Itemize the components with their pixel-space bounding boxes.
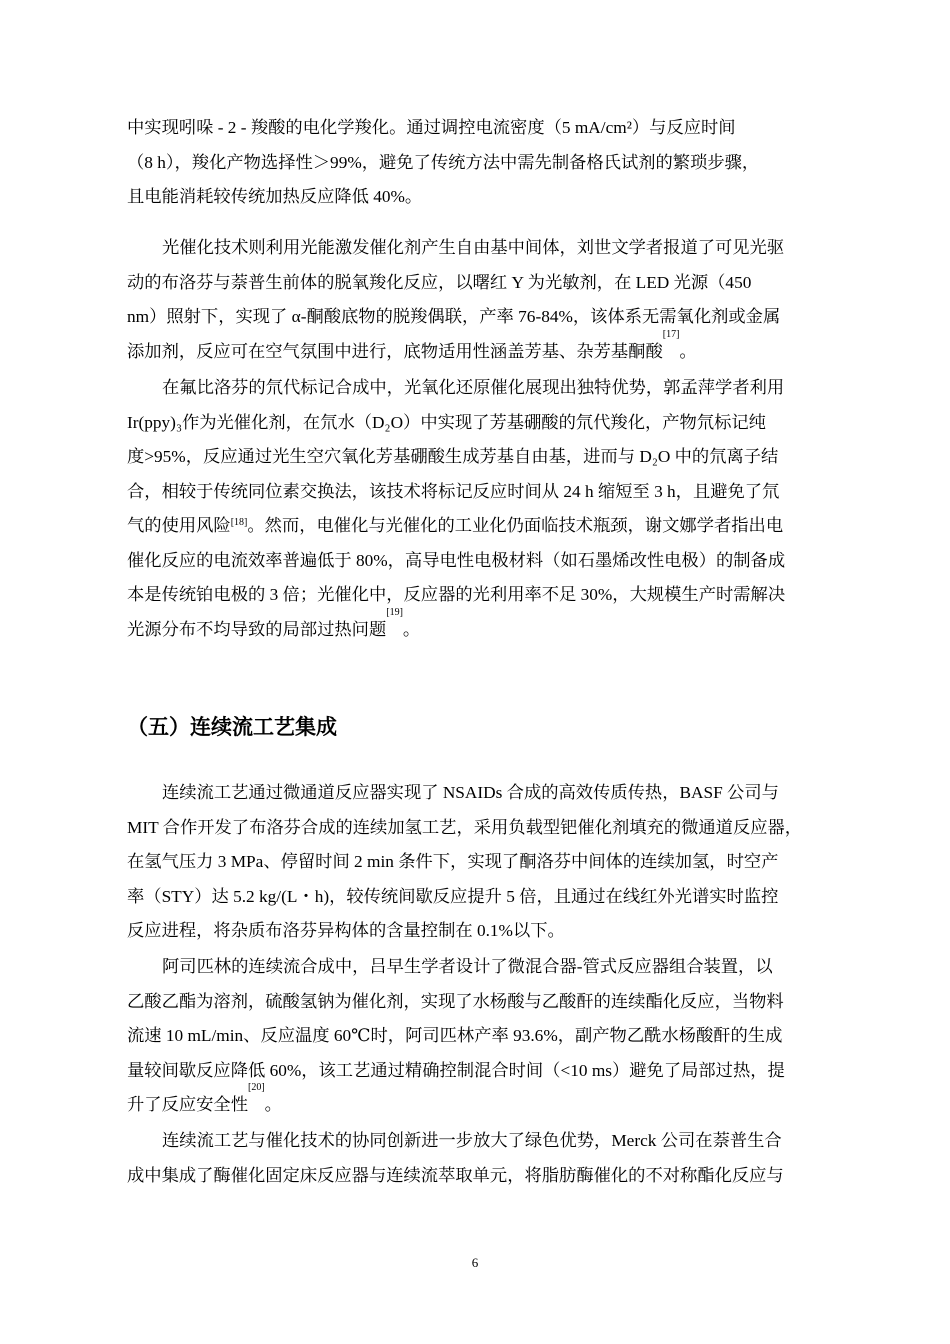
text-line-content: 连续流工艺与催化技术的协同创新进一步放大了绿色优势，Merck 公司在萘普生合	[162, 1131, 782, 1150]
text-line-content: 光源分布不均导致的局部过热问题	[127, 619, 387, 639]
page-number: 6	[471, 1255, 479, 1270]
text-punctuation: 。	[679, 341, 697, 361]
text-line	[127, 606, 860, 648]
text-line-content: 反应进程，将杂质布洛芬异构体的含量控制在 0.1%以下。	[127, 921, 565, 940]
text-line	[127, 776, 860, 811]
section-heading: （五）连续流工艺集成	[127, 715, 337, 739]
text-line-content: 本是传统铂电极的 3 倍；光催化中，反应器的光利用率不足 30%，大规模生产时需解决	[127, 585, 786, 604]
text-line	[127, 180, 860, 215]
text-line	[127, 914, 860, 949]
text-line-content: 成中集成了酶催化固定床反应器与连续流萃取单元，将脂肪酶催化的不对称酯化反应与	[127, 1165, 784, 1185]
citation-ref: [17]	[662, 328, 680, 340]
text-line	[127, 1124, 860, 1159]
text-line	[127, 509, 860, 544]
text-line	[127, 950, 860, 985]
paragraph-1	[127, 111, 860, 215]
text-punctuation: 。	[264, 1095, 282, 1114]
paragraph-6	[127, 1124, 860, 1193]
text-line-content: 度>95%，反应通过光生空穴氧化芳基硼酸生成芳基自由基，进而与 D₂O 中的氘离子结	[127, 447, 779, 466]
paragraph-3	[127, 371, 860, 647]
citation-ref: [18]	[230, 517, 248, 528]
text-segment: 。然而，电催化与光催化的工业化仍面临技术瓶颈，谢文娜学者指出电	[247, 516, 784, 535]
paragraph-5	[127, 950, 860, 1123]
text-line	[127, 475, 860, 510]
text-line	[127, 328, 860, 370]
text-punctuation: 。	[402, 619, 421, 639]
text-line-content: 量较间歇反应降低 60%，该工艺通过精确控制混合时间（<10 ms）避免了局部过热，提	[127, 1060, 785, 1080]
text-line	[127, 1159, 860, 1194]
text-line	[127, 811, 860, 846]
text-line	[127, 544, 860, 579]
text-line-content: 动的布洛芬与萘普生前体的脱氧羧化反应，以曙红 Y 为光敏剂，在 LED 光源（450	[127, 272, 752, 292]
text-line	[127, 146, 860, 181]
text-line	[127, 300, 860, 335]
text-line-content: 光催化技术则利用光能激发催化剂产生自由基中间体，刘世文学者报道了可见光驱	[162, 238, 785, 257]
text-line	[127, 406, 860, 441]
text-line	[127, 1082, 860, 1123]
text-line-content: 合，相较于传统同位素交换法，该技术将标记反应时间从 24 h 缩短至 3 h，且避免了氘	[127, 481, 780, 501]
text-line	[127, 111, 860, 146]
text-line-content: nm）照射下，实现了 α-酮酸底物的脱羧偶联，产率 76-84%，该体系无需氧化剂或金属	[127, 307, 781, 326]
text-line	[127, 231, 860, 266]
text-line	[127, 1019, 860, 1054]
text-line-content: 率（STY）达 5.2 kg/(L・h)，较传统间歇反应提升 5 倍，且通过在线红外光谱实时监控	[127, 886, 779, 906]
text-line-content: 中实现吲哚 - 2 - 羧酸的电化学羧化。通过调控电流密度（5 mA/cm²）与反应时间	[127, 118, 736, 137]
text-line-content: 连续流工艺通过微通道反应器实现了 NSAIDs 合成的高效传质传热，BASF 公司与	[162, 783, 779, 802]
text-line	[127, 845, 860, 880]
text-line-content: 且电能消耗较传统加热反应降低 40%。	[127, 187, 423, 206]
text-line-content: 催化反应的电流效率普遍低于 80%，高导电性电极材料（如石墨烯改性电极）的制备成	[127, 550, 786, 570]
text-line-content: MIT 合作开发了布洛芬合成的连续加氢工艺，采用负载型钯催化剂填充的微通道反应器，	[127, 817, 803, 837]
text-line-content: 在氢气压力 3 MPa、停留时间 2 min 条件下，实现了酮洛芬中间体的连续加氢，时空产	[127, 852, 779, 871]
text-line	[127, 578, 860, 613]
text-segment: 气的使用风险	[127, 516, 231, 535]
text-line-content	[127, 509, 783, 544]
citation-ref: [20]	[247, 1082, 265, 1093]
text-line-content: 添加剂，反应可在空气氛围中进行，底物适用性涵盖芳基、杂芳基酮酸	[127, 341, 663, 361]
text-line	[127, 266, 860, 301]
paragraph-4	[127, 776, 860, 949]
text-line	[127, 440, 860, 475]
text-line-content: （8 h），羧化产物选择性＞99%，避免了传统方法中需先制备格氏试剂的繁琐步骤，	[127, 152, 760, 172]
text-line-content: 升了反应安全性	[127, 1095, 248, 1114]
citation-ref: [19]	[386, 606, 403, 618]
paragraph-2	[127, 231, 860, 369]
text-line	[127, 371, 860, 406]
text-line-content: 流速 10 mL/min、反应温度 60℃时，阿司匹林产率 93.6%，副产物乙酰水杨酸酐的生成	[127, 1026, 783, 1045]
text-line-content: Ir(ppy)₃作为光催化剂，在氘水（D₂O）中实现了芳基硼酸的氘代羧化，产物氘标记纯	[127, 412, 766, 432]
text-line-content: 在氟比洛芬的氘代标记合成中，光氧化还原催化展现出独特优势，郭孟萍学者利用	[162, 378, 785, 397]
text-line	[127, 1054, 860, 1089]
text-line-content: 乙酸乙酯为溶剂，硫酸氢钠为催化剂，实现了水杨酸与乙酸酐的连续酯化反应，当物料	[127, 991, 784, 1011]
text-line-content: 阿司匹林的连续流合成中，吕早生学者设计了微混合器-管式反应器组合装置，以	[162, 957, 773, 976]
text-line	[127, 985, 860, 1020]
text-line	[127, 880, 860, 915]
